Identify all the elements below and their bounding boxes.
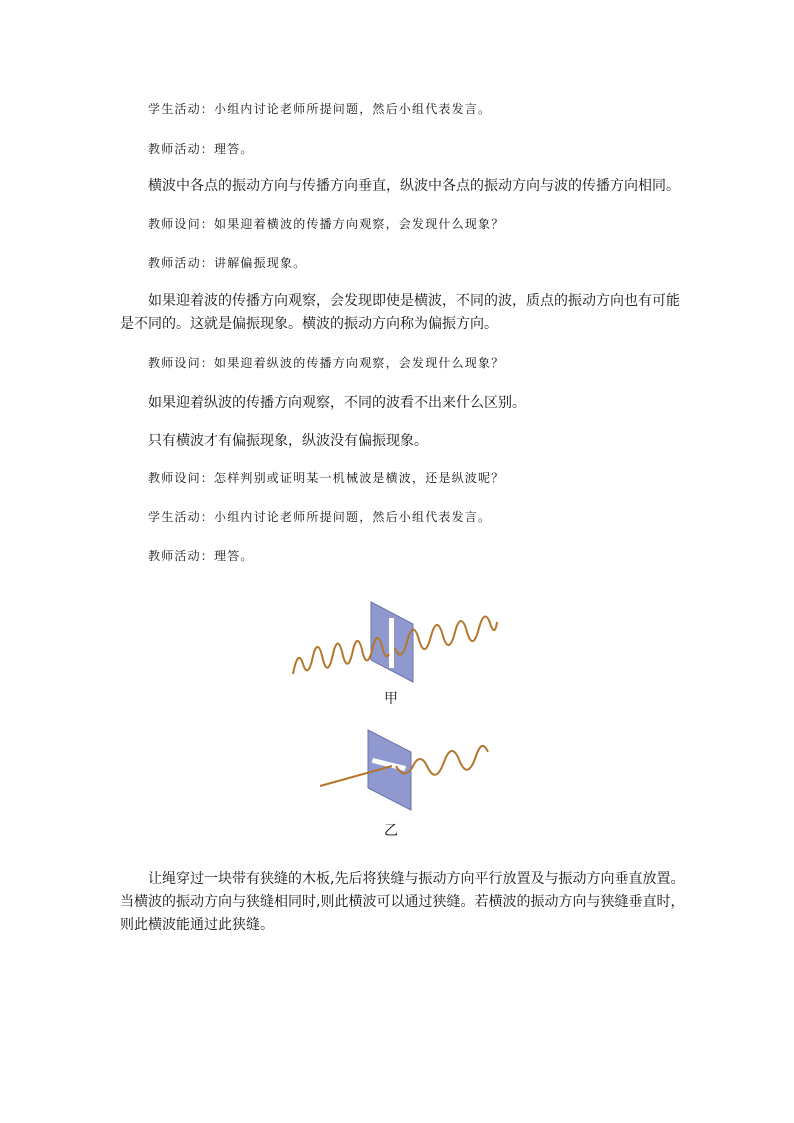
- line-student-activity-2: 学生活动：小组内讨论老师所提问题，然后小组代表发言。: [148, 510, 492, 524]
- figure-caption-yi: 乙: [384, 823, 398, 839]
- line-student-activity-1: 学生活动：小组内讨论老师所提问题，然后小组代表发言。: [148, 102, 492, 116]
- line-longitudinal-observation: 如果迎着纵波的传播方向观察，不同的波看不出来什么区别。: [148, 395, 526, 411]
- slit-vertical: [389, 618, 394, 668]
- figure-slit-parallel: [285, 598, 515, 688]
- line-only-transverse: 只有横波才有偏振现象，纵波没有偏振现象。: [148, 433, 428, 449]
- paragraph-slit-experiment: [120, 868, 686, 937]
- paragraph-polarization-text: 如果迎着波的传播方向观察，会发现即使是横波，不同的波，质点的振动方向也有可能是不同的。这就是偏振现象。横波的振动方向称为偏振方向。: [120, 293, 680, 332]
- line-wave-definition: 横波中各点的振动方向与传播方向垂直，纵波中各点的振动方向与波的传播方向相同。: [148, 178, 680, 194]
- line-teacher-question-2: 教师设问：如果迎着纵波的传播方向观察，会发现什么现象？: [148, 356, 505, 370]
- line-teacher-question-1: 教师设问：如果迎着横波的传播方向观察，会发现什么现象？: [148, 217, 505, 231]
- paragraph-slit-experiment-text: 让绳穿过一块带有狭缝的木板,先后将狭缝与振动方向平行放置及与振动方向垂直放置。当横波的振动方向与狭缝相同时,则此横波可以通过狭缝。若横波的振动方向与狭缝垂直时，则此横波能通过此狭缝。: [120, 871, 685, 933]
- figure-caption-jia: 甲: [384, 691, 398, 707]
- line-teacher-activity-1: 教师活动：理答。: [148, 142, 254, 156]
- figure-slit-perpendicular: [300, 728, 530, 818]
- line-teacher-question-3: 教师设问：怎样判别或证明某一机械波是横波，还是纵波呢？: [148, 471, 505, 485]
- line-teacher-activity-2: 教师活动：讲解偏振现象。: [148, 256, 307, 270]
- paragraph-polarization: [120, 290, 686, 336]
- line-teacher-activity-3: 教师活动：理答。: [148, 549, 254, 563]
